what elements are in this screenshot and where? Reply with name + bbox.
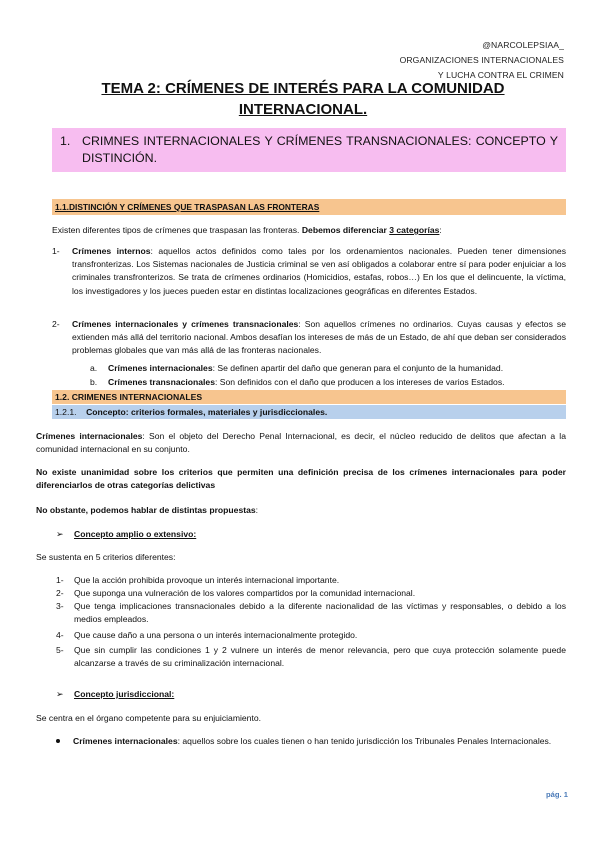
criteria-text: Que suponga una vulneración de los valores compartidos por la comunidad internacional. — [74, 588, 416, 598]
list-item-term: Crímenes internos — [72, 246, 151, 256]
intro-bold: Debemos diferenciar — [301, 225, 390, 235]
definition-paragraph — [36, 430, 566, 456]
however-text: No obstante, podemos hablar de distintas propuestas — [36, 505, 256, 515]
section1-number: 1. — [60, 134, 71, 148]
header-author: @NARCOLEPSIAA_ — [482, 40, 564, 50]
section1-heading-text: CRIMNES INTERNACIONALES Y CRÍMENES TRANSNACIONALES: CONCEPTO Y DISTINCIÓN. — [82, 134, 558, 165]
sub12-heading: 1.2. CRIMENES INTERNACIONALES — [55, 392, 203, 402]
page-header — [400, 38, 564, 83]
arrow-bullet-icon: ➢ — [56, 529, 64, 539]
criteria-number: 1- — [56, 575, 64, 585]
sub11-heading: 1.1.DISTINCIÓN Y CRÍMENES QUE TRASPASAN LAS FRONTERAS — [55, 202, 320, 212]
list-item-text: : Son aquellos crímenes no ordinarios. Cuyas causas y efectos se extienden más allá del territorio nacional. Ambos desafían los intereses de más de un Estado, de ahí que deban ser considerados problemas globales que van más allá de las fronteras nacionales. — [72, 319, 566, 356]
concept-juris-heading — [56, 688, 174, 701]
sub-list-item — [90, 376, 566, 389]
sub121-heading-text: Concepto: criterios formales, materiales y jurisdiccionales. — [86, 407, 328, 417]
intro-plain: Existen diferentes tipos de crímenes que traspasan las fronteras. — [52, 225, 302, 235]
page-number: pág. 1 — [546, 790, 568, 799]
list-item-number: 1- — [52, 246, 60, 256]
criteria-number: 4- — [56, 630, 64, 640]
intro-categories: 3 categorías — [389, 225, 440, 235]
criteria-number: 2- — [56, 588, 64, 598]
list-item — [52, 245, 566, 298]
however-end: : — [255, 505, 259, 515]
sub-list-item-text: : Se definen apartir del daño que generan para el conjunto de la humanidad. — [212, 363, 504, 373]
list-item-number: 2- — [52, 319, 60, 329]
header-course-line2: Y LUCHA CONTRA EL CRIMEN — [437, 70, 564, 80]
page-title: TEMA 2: CRÍMENES DE INTERÉS PARA LA COMUNIDAD INTERNACIONAL. — [101, 80, 505, 118]
list-item — [52, 318, 566, 358]
arrow-bullet-icon: ➢ — [56, 689, 64, 699]
sub121-heading — [55, 406, 327, 419]
criteria-number: 3- — [56, 601, 64, 611]
criteria-item — [56, 644, 566, 670]
sub-list-item-term: Crímenes transnacionales — [108, 377, 215, 387]
header-course-line1: ORGANIZACIONES INTERNACIONALES — [399, 55, 564, 65]
sub-list-item-letter: b. — [90, 377, 98, 387]
list-item-term: Crímenes internacionales y crímenes transnacionales — [72, 319, 299, 329]
intro-end: : — [439, 225, 442, 235]
criteria-number: 5- — [56, 645, 64, 655]
criteria-text: Que tenga implicaciones transnacionales debido a la diferente nacionalidad de las víctimas y responsables, o debido a los medios empleados. — [74, 601, 566, 625]
juris-intro: Se centra en el órgano competente para su enjuiciamiento. — [36, 713, 262, 723]
criteria-item — [56, 600, 566, 626]
criteria-text: Que sin cumplir las condiciones 1 y 2 vulnere un interés de menor relevancia, pero que cuya protección solamente puede alcanzarse a través de su criminalización internacional. — [74, 645, 566, 669]
juris-bullet-term: Crímenes internacionales — [73, 736, 178, 746]
concept-broad-label: Concepto amplio o extensivo: — [74, 529, 197, 539]
criteria-item — [56, 629, 566, 642]
criteria-text: Que cause daño a una persona o un interés internacionalmente protegido. — [74, 630, 358, 640]
section1-heading — [60, 133, 558, 167]
broad-intro: Se sustenta en 5 criterios diferentes: — [36, 552, 176, 562]
sub-list-item-letter: a. — [90, 363, 98, 373]
concept-juris-label: Concepto jurisdiccional: — [74, 689, 175, 699]
bullet-dot-icon — [56, 739, 60, 743]
no-unanimity-paragraph: No existe unanimidad sobre los criterios que permiten una definición precisa de los crímenes internacionales para poder diferenciarlos de otras categorías delictivas — [36, 467, 566, 490]
sub-list-item-text: : Son definidos con el daño que producen a los intereses de varios Estados. — [215, 377, 505, 387]
however-paragraph — [36, 504, 566, 517]
sub-list-item — [90, 362, 566, 375]
concept-broad-heading — [56, 528, 196, 541]
juris-bullet-item — [56, 735, 566, 748]
sub121-number: 1.2.1. — [55, 407, 77, 417]
criteria-text: Que la acción prohibida provoque un interés internacional importante. — [74, 575, 340, 585]
criteria-item — [56, 574, 566, 587]
sub11-intro — [52, 224, 566, 237]
criteria-item — [56, 587, 566, 600]
list-item-text: : aquellos actos definidos como tales por los ordenamientos nacionales. Pueden tener dimensiones transfronterizas. Los Sistemas nacionales de Justicia criminal se ven así obligados a colaborar entre sí para poder enjuiciar a los criminales transfronterizos. Se trata de crímenes ordinarios (Homicidios, estafas, robos…) En los que el delincuente, la víctima, los investigadores y los jueces pueden estar en distintas localizaciones geográficas en diferentes Estados. — [72, 246, 566, 296]
juris-bullet-text: : aquellos sobre los cuales tienen o han tenido jurisdicción los Tribunales Penales Internacionales. — [177, 736, 552, 746]
definition-text: : Son el objeto del Derecho Penal Internacional, es decir, el núcleo reducido de delitos que afectan a la comunidad internacional en su conjunto. — [36, 431, 566, 454]
sub-list-item-term: Crímenes internacionales — [108, 363, 213, 373]
definition-term: Crímenes internacionales — [36, 431, 143, 441]
